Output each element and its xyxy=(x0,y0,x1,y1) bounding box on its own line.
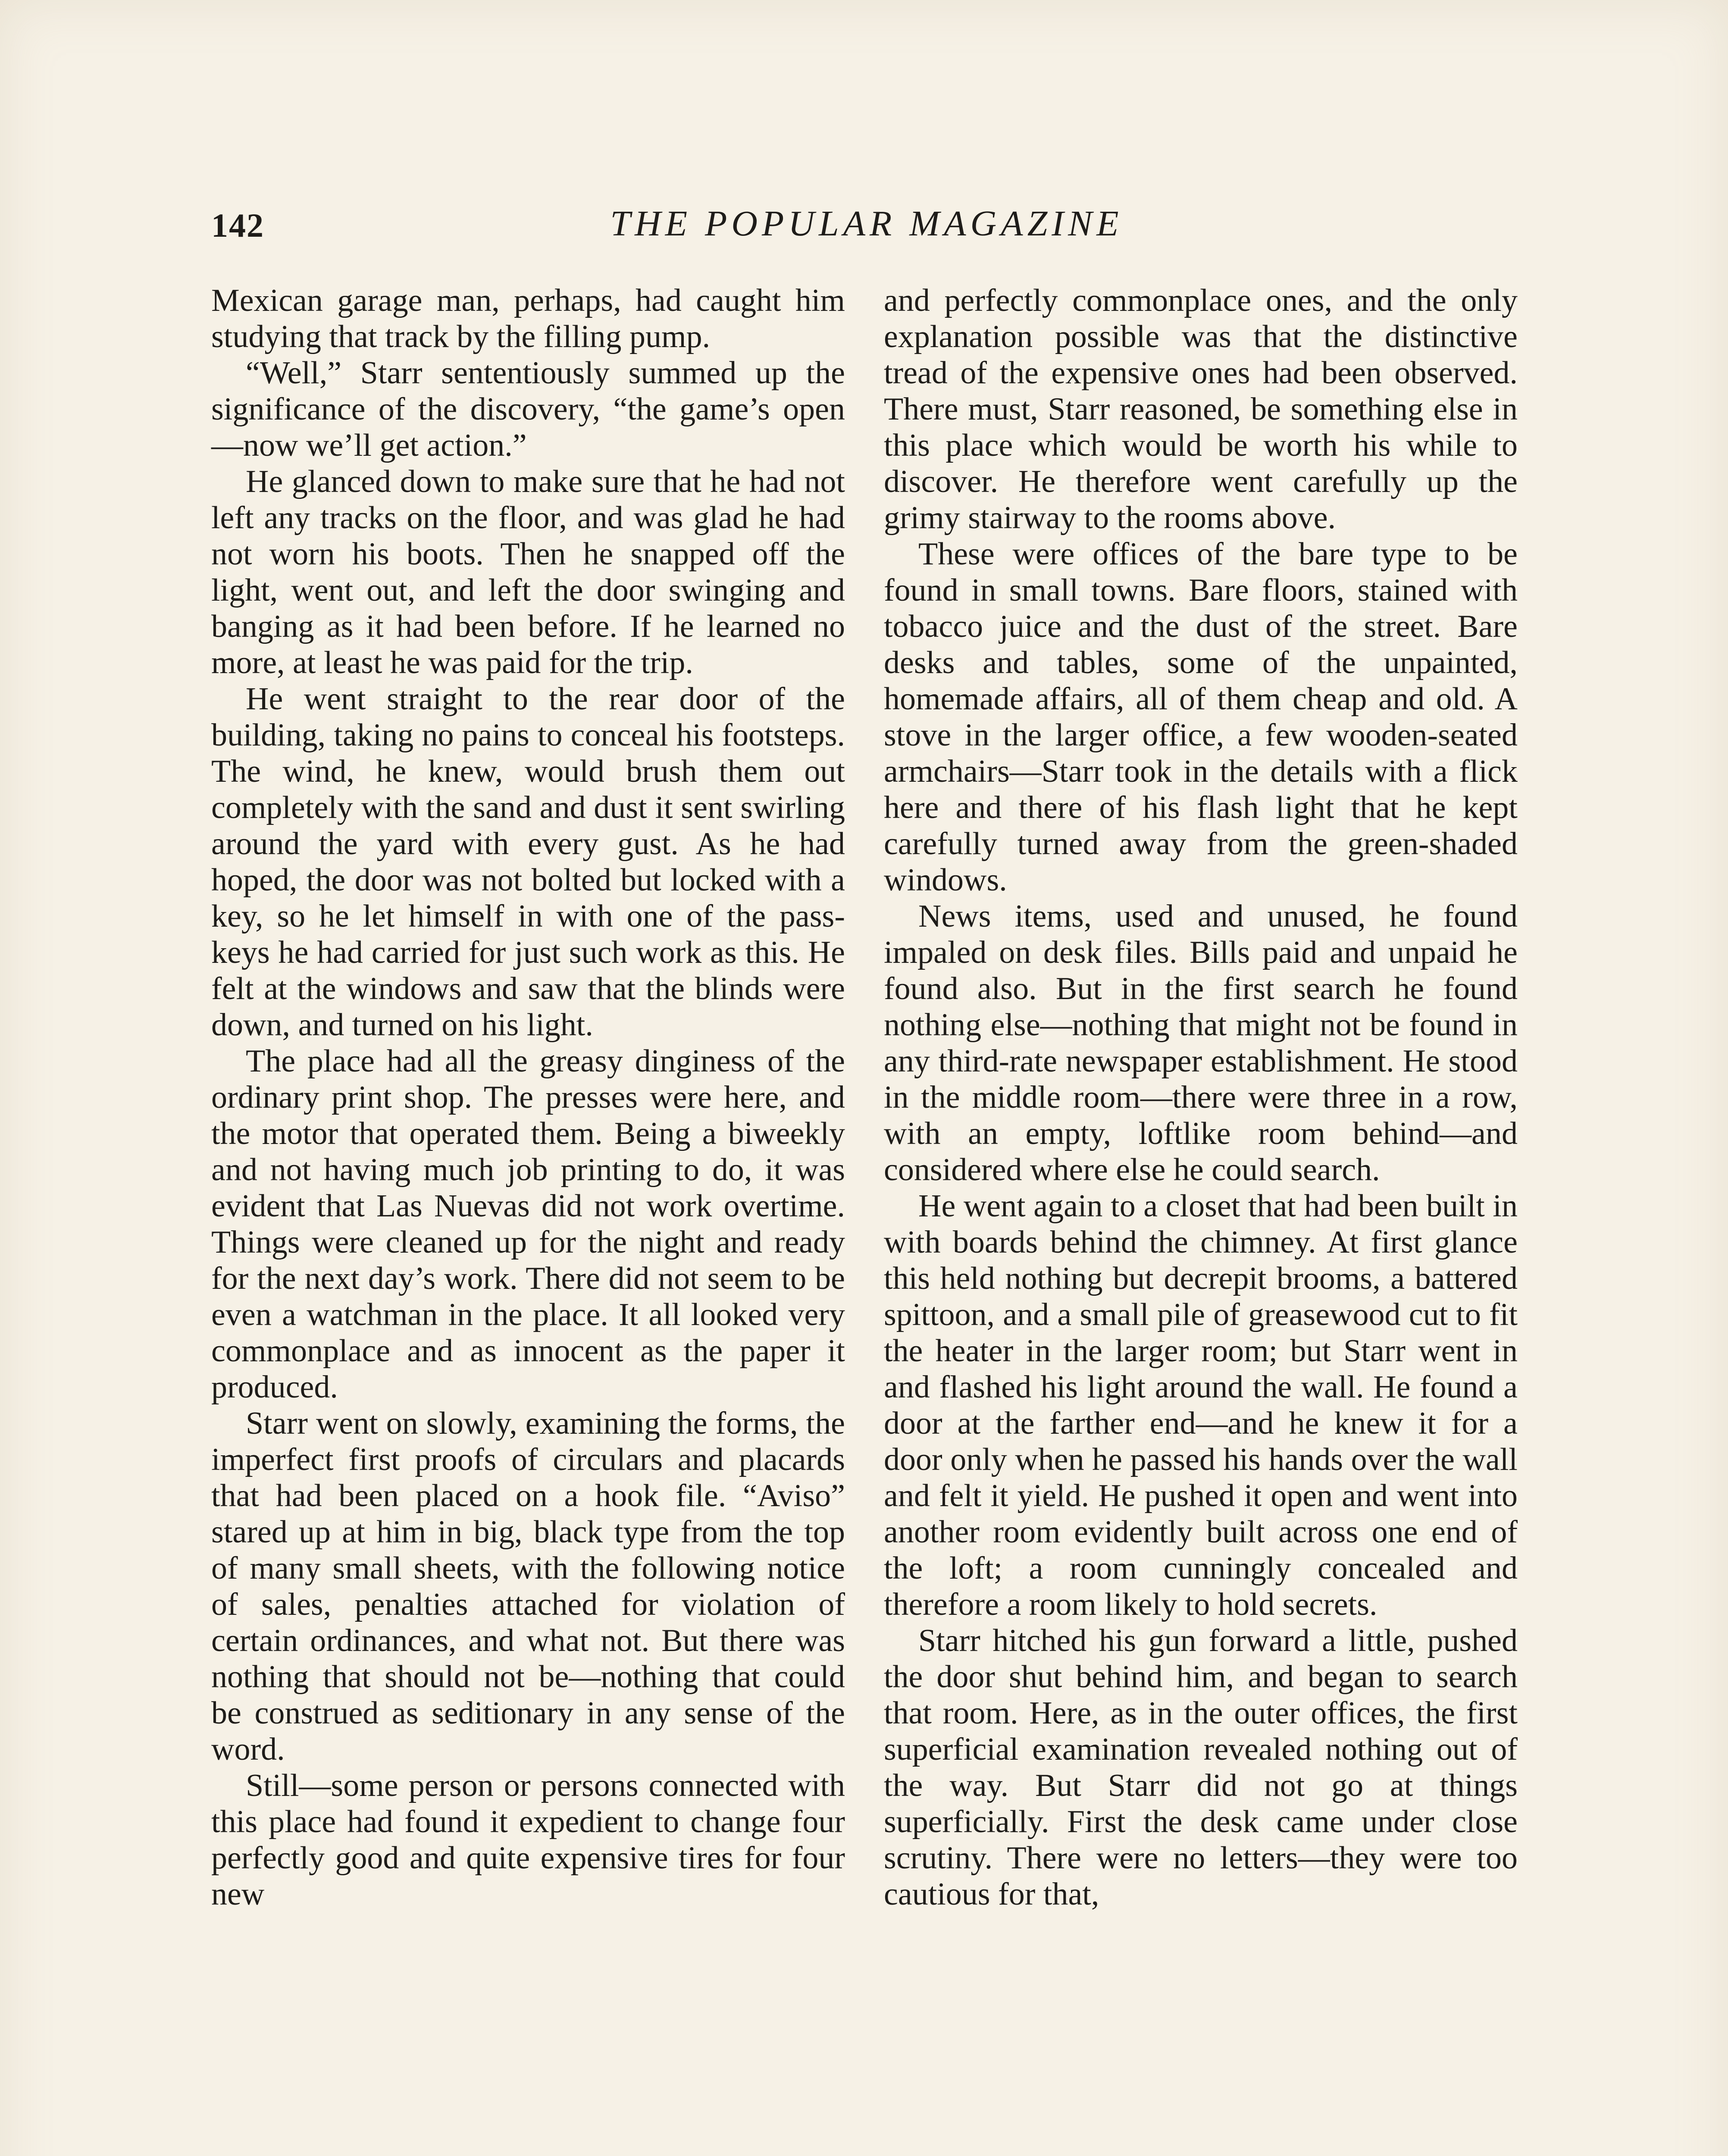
page-header xyxy=(211,203,1522,250)
page-number: 142 xyxy=(211,207,264,244)
right-column xyxy=(884,282,1518,2156)
paragraph: Starr went on slowly, examining the forms, the imperfect first proofs of circulars and placards that had been placed on a hook file. “Aviso” stared up at him in big, black type from the top of many small sheets, with the following notice of sales, penalties attached for violation of certain ordinances, and what not. But there was nothing that should not be—nothing that could be construed as seditionary in any sense of the word. xyxy=(211,1406,845,1767)
paragraph: Starr hitched his gun forward a little, pushed the door shut behind him, and began to search that room. Here, as in the outer offices, the first superficial examination revealed nothing out of the way. But Starr did not go at things superficially. First the desk came under close scrutiny. There were no letters—they were too cautious for that, xyxy=(884,1623,1518,1912)
paragraph: These were offices of the bare type to be found in small towns. Bare floors, stained with tobacco juice and the dust of the street. Bare desks and tables, some of the unpainted, homemade affairs, all of them cheap and old. A stove in the larger office, a few wooden-seated armchairs—Starr took in the details with a flick here and there of his flash light that he kept carefully turned away from the green-shaded windows. xyxy=(884,536,1518,898)
paragraph: News items, used and unused, he found impaled on desk files. Bills paid and unpaid he found also. But in the first search he found nothing else—nothing that might not be found in any third-rate newspaper establishment. He stood in the middle room—there were three in a row, with an empty, loftlike room behind—and considered where else he could search. xyxy=(884,899,1518,1188)
paragraph: He went straight to the rear door of the building, taking no pains to conceal his footsteps. The wind, he knew, would brush them out completely with the sand and dust it sent swirling around the yard with every gust. As he had hoped, the door was not bolted but locked with a key, so he let himself in with one of the pass-keys he had carried for just such work as this. He felt at the windows and saw that the blinds were down, and turned on his light. xyxy=(211,681,845,1043)
paragraph: “Well,” Starr sententiously summed up the significance of the discovery, “the game’s open—now we’ll get action.” xyxy=(211,355,845,463)
paragraph: He went again to a closet that had been built in with boards behind the chimney. At first glance this held nothing but decrepit brooms, a battered spittoon, and a small pile of greasewood cut to fit the heater in the larger room; but Starr went in and flashed his light around the wall. He found a door at the farther end—and he knew it for a door only when he passed his hands over the wall and felt it yield. He pushed it open and went into another room evidently built across one end of the loft; a room cunningly concealed and therefore a room likely to hold secrets. xyxy=(884,1188,1518,1622)
paragraph: and perfectly commonplace ones, and the only explanation possible was that the distinctive tread of the expensive ones had been observed. There must, Starr reasoned, be something else in this place which would be worth his while to discover. He therefore went carefully up the grimy stairway to the rooms above. xyxy=(884,283,1518,536)
paragraph: Still—some person or persons connected with this place had found it expedient to change four perfectly good and quite expensive tires for four new xyxy=(211,1768,845,1912)
paragraph: He glanced down to make sure that he had not left any tracks on the floor, and was glad he had not worn his boots. Then he snapped off the light, went out, and left the door swinging and banging as it had been before. If he learned no more, at least he was paid for the trip. xyxy=(211,464,845,680)
left-column xyxy=(211,282,845,2156)
paragraph: Mexican garage man, perhaps, had caught him studying that track by the filling pump. xyxy=(211,283,845,354)
running-title: THE POPULAR MAGAZINE xyxy=(610,204,1123,244)
paragraph: The place had all the greasy dinginess of the ordinary print shop. The presses were here, and the motor that operated them. Being a biweekly and not having much job printing to do, it was evident that Las Nuevas did not work overtime. Things were cleaned up for the night and ready for the next day’s work. There did not seem to be even a watchman in the place. It all looked very commonplace and as innocent as the paper it produced. xyxy=(211,1044,845,1405)
